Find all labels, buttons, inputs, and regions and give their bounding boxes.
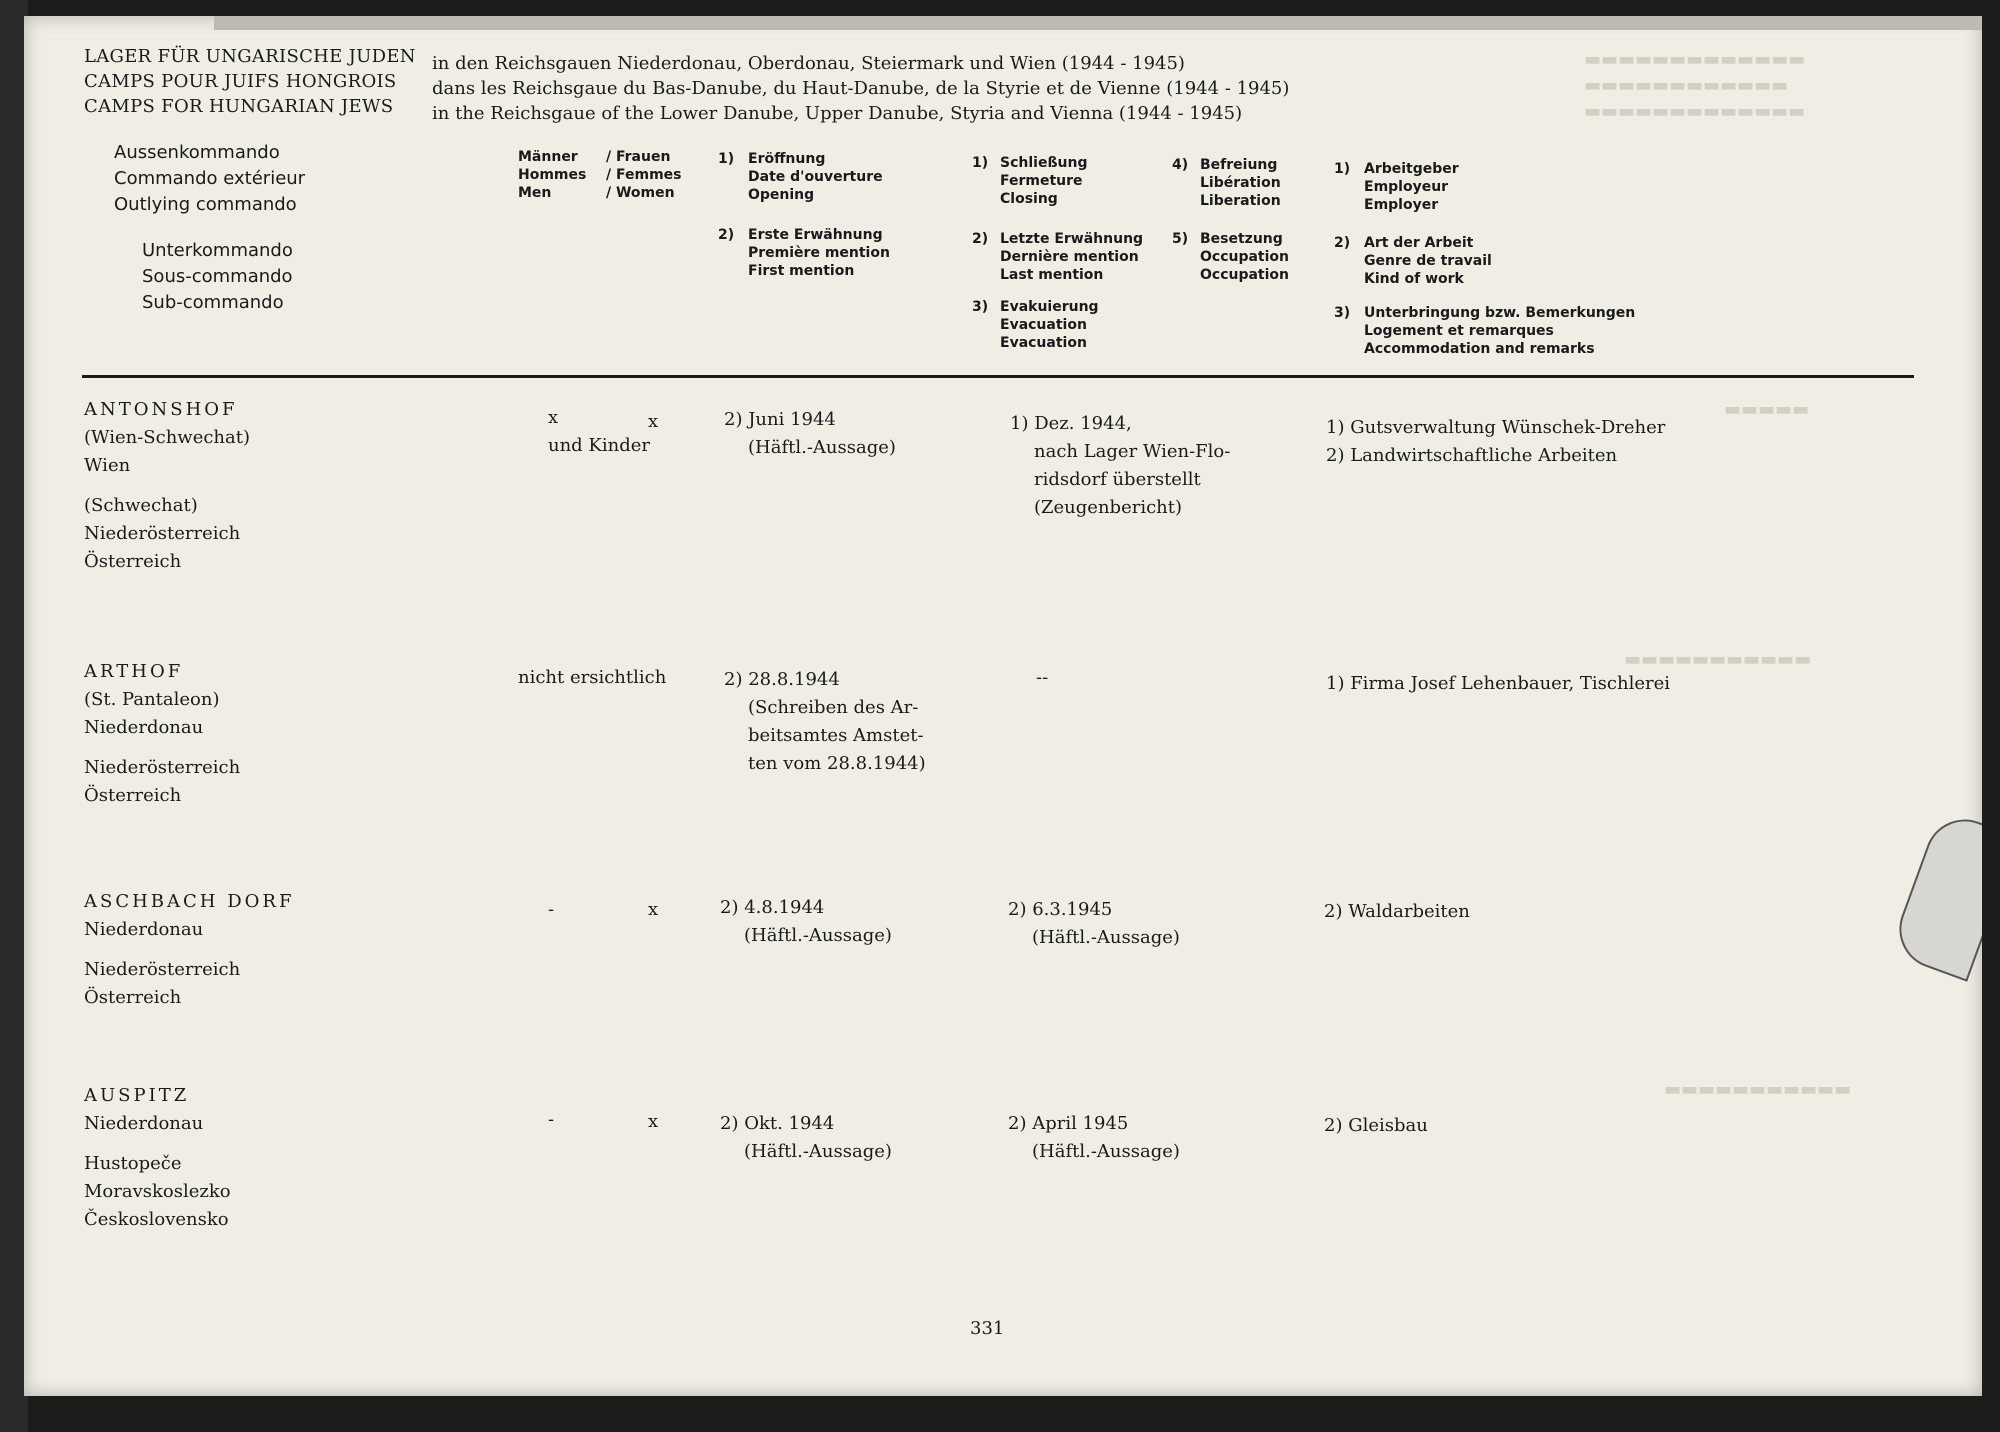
- header-line: Unterbringung bzw. Bemerkungen: [1364, 305, 1636, 321]
- header-line: Libération: [1200, 175, 1281, 191]
- col-header-first-mention-no: 2): [718, 227, 735, 243]
- camp-location-line: Österreich: [84, 551, 182, 572]
- page-tab-marker: [1888, 808, 1982, 981]
- bleed-through-text: ▬▬▬▬▬: [1724, 399, 1810, 420]
- header-line: Art der Arbeit: [1364, 235, 1474, 251]
- women-marker: x: [648, 411, 659, 432]
- header-line: Arbeitgeber: [1364, 161, 1459, 177]
- col-header-closing-no: 1): [972, 155, 989, 171]
- header-line: Opening: [748, 187, 815, 203]
- legend-line: Outlying commando: [114, 194, 297, 215]
- header-line: Fermeture: [1000, 173, 1083, 189]
- col-header-accommodation: [1364, 304, 1635, 358]
- header-line: Première mention: [748, 245, 890, 261]
- col-header-last-mention-no: 2): [972, 231, 989, 247]
- cell-line: (Häftl.-Aussage): [1032, 1141, 1180, 1162]
- cell-line: 2) 4.8.1944: [720, 897, 825, 918]
- header-line: Employer: [1364, 197, 1439, 213]
- cell-line: 2) Landwirtschaftliche Arbeiten: [1326, 445, 1618, 466]
- header-line: Occupation: [1200, 249, 1290, 265]
- work-info: 2) Waldarbeiten: [1324, 901, 1470, 922]
- header-line: Besetzung: [1200, 231, 1283, 247]
- bleed-through-text: ▬▬▬▬▬▬▬▬▬▬▬: [1624, 649, 1812, 670]
- header-line: Evacuation: [1000, 335, 1087, 351]
- closing-info: --: [1036, 667, 1049, 688]
- header-line: Liberation: [1200, 193, 1281, 209]
- opening-info: [724, 666, 926, 778]
- header-line: Genre de travail: [1364, 253, 1492, 269]
- cell-line: (Häftl.-Aussage): [748, 437, 896, 458]
- camp-location-line: Niederösterreich: [84, 757, 241, 778]
- col-header-occupation-no: 5): [1172, 231, 1189, 247]
- col-header-kind-of-work-no: 2): [1334, 235, 1351, 251]
- subtitle-de: in den Reichsgauen Niederdonau, Oberdonau, Steiermark und Wien (1944 - 1945): [432, 53, 1185, 74]
- header-line: First mention: [748, 263, 855, 279]
- col-header-liberation: [1200, 156, 1281, 210]
- table-row-antonshof: [84, 396, 250, 576]
- bleed-through-text: ▬▬▬▬▬▬▬▬▬▬▬▬▬: [1584, 49, 1806, 70]
- men-note: nicht ersichtlich: [518, 667, 667, 688]
- bleed-through-text: ▬▬▬▬▬▬▬▬▬▬▬▬▬: [1584, 101, 1806, 122]
- legend-line: Aussenkommando: [114, 142, 280, 163]
- header-line: Employeur: [1364, 179, 1449, 195]
- table-row-aschbach-dorf: [84, 888, 294, 1012]
- cell-line: (Schreiben des Ar-: [748, 697, 919, 718]
- cell-line: 2) 6.3.1945: [1008, 899, 1113, 920]
- men-marker: x: [548, 407, 559, 428]
- legend-line: Commando extérieur: [114, 168, 306, 189]
- col-header-evacuation: [1000, 298, 1099, 352]
- camp-name: ASCHBACH DORF: [84, 891, 295, 912]
- camp-name: ANTONSHOF: [84, 399, 238, 420]
- page-number: 331: [970, 1318, 1005, 1339]
- closing-info: [1008, 1110, 1180, 1166]
- opening-info: [720, 894, 892, 950]
- col-header-employer-no: 1): [1334, 161, 1351, 177]
- header-line: Kind of work: [1364, 271, 1464, 287]
- men-marker: -: [548, 899, 555, 920]
- col-header-evacuation-no: 3): [972, 299, 989, 315]
- camp-location-line: Československo: [84, 1209, 229, 1230]
- title-fr: CAMPS POUR JUIFS HONGROIS: [84, 71, 397, 92]
- col-header-opening-no: 1): [718, 151, 735, 167]
- table-row-auspitz: [84, 1082, 231, 1234]
- header-line: Letzte Erwähnung: [1000, 231, 1144, 247]
- work-info: [1326, 414, 1665, 470]
- header-line: / Frauen: [606, 149, 671, 165]
- cell-line: ridsdorf überstellt: [1034, 469, 1201, 490]
- cell-line: 2) Juni 1944: [724, 409, 836, 430]
- work-info: 2) Gleisbau: [1324, 1115, 1428, 1136]
- page-title: [84, 44, 416, 119]
- camp-location-line: Niederdonau: [84, 1113, 204, 1134]
- cell-line: (Häftl.-Aussage): [744, 925, 892, 946]
- col-header-men: [518, 148, 586, 202]
- closing-info: [1008, 896, 1180, 952]
- camp-location-line: Niederdonau: [84, 717, 204, 738]
- header-line: Erste Erwähnung: [748, 227, 883, 243]
- col-header-liberation-no: 4): [1172, 157, 1189, 173]
- title-de: LAGER FÜR UNGARISCHE JUDEN: [84, 46, 416, 67]
- header-line: Logement et remarques: [1364, 323, 1554, 339]
- cell-line: 1) Gutsverwaltung Wünschek-Dreher: [1326, 417, 1666, 438]
- table-row-arthof: [84, 658, 240, 810]
- camp-location-line: Hustopeče: [84, 1153, 182, 1174]
- camp-location-line: (Schwechat): [84, 495, 198, 516]
- cell-line: beitsamtes Amstet-: [748, 725, 924, 746]
- legend-line: Unterkommando: [142, 240, 293, 261]
- subtitle-fr: dans les Reichsgaue du Bas-Danube, du Haut-Danube, de la Styrie et de Vienne (1944 - 1945): [432, 78, 1290, 99]
- col-header-opening: [748, 150, 883, 204]
- col-header-kind-of-work: [1364, 234, 1492, 288]
- header-line: Befreiung: [1200, 157, 1278, 173]
- opening-info: [724, 406, 896, 462]
- opening-info: [720, 1110, 892, 1166]
- page-subtitle: [432, 51, 1289, 126]
- bleed-through-text: ▬▬▬▬▬▬▬▬▬▬▬▬: [1584, 75, 1789, 96]
- book-page: [24, 16, 1982, 1396]
- header-line: Accommodation and remarks: [1364, 341, 1595, 357]
- camp-location-line: Niederösterreich: [84, 523, 241, 544]
- cell-line: (Häftl.-Aussage): [744, 1141, 892, 1162]
- men-marker: -: [548, 1109, 555, 1130]
- cell-line: ten vom 28.8.1944): [748, 753, 926, 774]
- header-line: Men: [518, 185, 552, 201]
- header-line: / Women: [606, 185, 675, 201]
- header-divider: [82, 375, 1914, 378]
- cell-line: 1) Dez. 1944,: [1010, 413, 1132, 434]
- header-line: Closing: [1000, 191, 1058, 207]
- header-line: Occupation: [1200, 267, 1290, 283]
- col-header-first-mention: [748, 226, 890, 280]
- camp-name: ARTHOF: [84, 661, 184, 682]
- camp-location-line: Moravskoslezko: [84, 1181, 231, 1202]
- header-line: Eröffnung: [748, 151, 826, 167]
- cell-line: (Zeugenbericht): [1034, 497, 1183, 518]
- col-header-employer: [1364, 160, 1459, 214]
- legend-outlying-commando: [114, 140, 305, 218]
- header-line: Schließung: [1000, 155, 1088, 171]
- title-en: CAMPS FOR HUNGARIAN JEWS: [84, 96, 394, 117]
- camp-location-line: (Wien-Schwechat): [84, 427, 251, 448]
- col-header-closing: [1000, 154, 1087, 208]
- camp-location-line: (St. Pantaleon): [84, 689, 220, 710]
- cell-line: nach Lager Wien-Flo-: [1034, 441, 1231, 462]
- camp-location-line: Niederdonau: [84, 919, 204, 940]
- cell-line: 2) 28.8.1944: [724, 669, 840, 690]
- bleed-through-text: ▬▬▬▬▬▬▬▬▬▬▬: [1664, 1079, 1852, 1100]
- col-header-last-mention: [1000, 230, 1143, 284]
- camp-name: AUSPITZ: [84, 1085, 190, 1106]
- header-line: Last mention: [1000, 267, 1104, 283]
- cell-line: (Häftl.-Aussage): [1032, 927, 1180, 948]
- cell-line: 2) Okt. 1944: [720, 1113, 835, 1134]
- header-line: Date d'ouverture: [748, 169, 883, 185]
- col-header-women: [606, 148, 681, 202]
- women-marker: x: [648, 899, 659, 920]
- header-line: Evacuation: [1000, 317, 1087, 333]
- header-line: / Femmes: [606, 167, 682, 183]
- camp-location-line: Österreich: [84, 987, 182, 1008]
- camp-location-line: Wien: [84, 455, 131, 476]
- subtitle-en: in the Reichsgaue of the Lower Danube, Upper Danube, Styria and Vienna (1944 - 1945): [432, 103, 1243, 124]
- camp-location-line: Österreich: [84, 785, 182, 806]
- men-extra: und Kinder: [548, 435, 651, 456]
- women-marker: x: [648, 1111, 659, 1132]
- closing-info: [1010, 410, 1230, 522]
- header-line: Hommes: [518, 167, 587, 183]
- legend-sub-commando: [142, 238, 293, 316]
- camp-location-line: Niederösterreich: [84, 959, 241, 980]
- legend-line: Sub-commando: [142, 292, 284, 313]
- col-header-accommodation-no: 3): [1334, 305, 1351, 321]
- col-header-occupation: [1200, 230, 1289, 284]
- legend-line: Sous-commando: [142, 266, 293, 287]
- header-line: Dernière mention: [1000, 249, 1139, 265]
- header-line: Evakuierung: [1000, 299, 1099, 315]
- cell-line: 2) April 1945: [1008, 1113, 1129, 1134]
- top-edge-strip: [214, 16, 1982, 30]
- header-line: Männer: [518, 149, 578, 165]
- work-info: 1) Firma Josef Lehenbauer, Tischlerei: [1326, 673, 1671, 694]
